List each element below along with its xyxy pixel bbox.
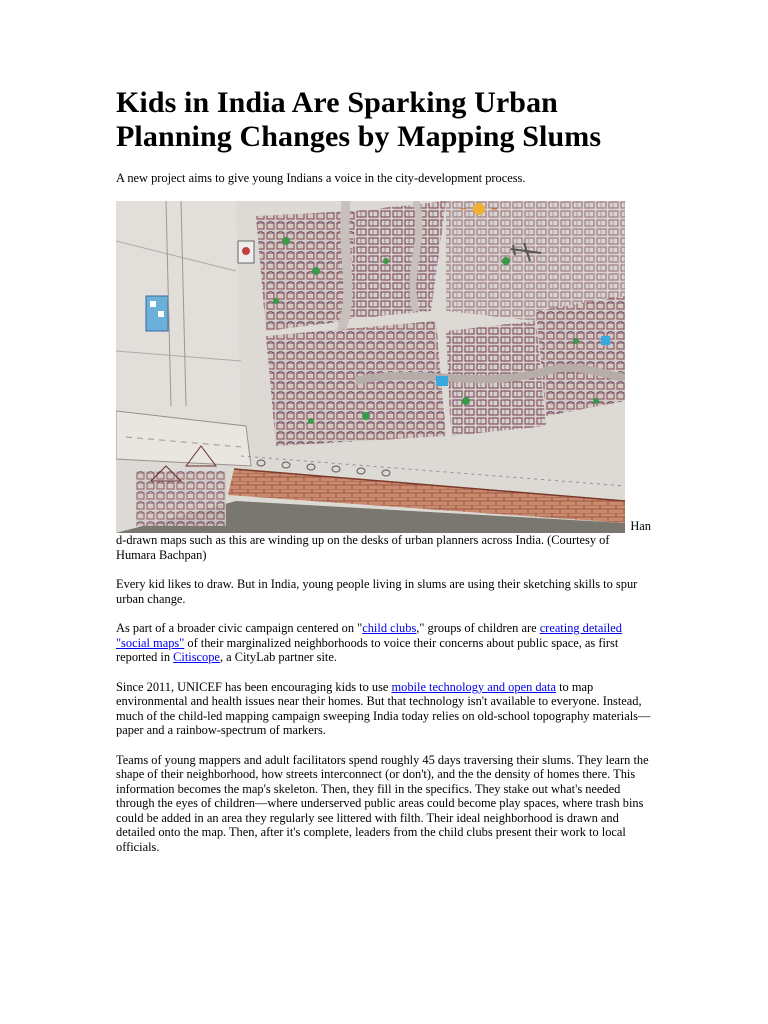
paragraph-3-text-2: to map environmental and health issues near their homes. But that technology isn't available to everyone. Instead, much of the child-led mapping campaign sweeping India today relies on old-school topography materials—paper and a rainbow-spectrum of markers. — [116, 679, 651, 737]
paragraph-2 — [116, 621, 651, 665]
paragraph-4: Teams of young mappers and adult facilitators spend roughly 45 days traversing their slums. They learn the shape of their neighborhood, how streets interconnect (or don't), and the the density of homes there. This information becomes the map's skeleton. Then, they fill in the specifics. They stake out what's needed through the eyes of children—where underserved public areas could become play spaces, where trash bins could be added in an area they regularly see littered with filth. Their ideal neighborhood is drawn and detailed onto the map. Then, after it's complete, leaders from the child clubs present their work to local officials. — [116, 752, 649, 854]
citiscope-link[interactable]: Citiscope — [173, 650, 220, 664]
article-subtitle: A new project aims to give young Indians a voice in the city-development process. — [116, 171, 526, 185]
paragraph-3-text-1: Since 2011, UNICEF has been encouraging kids to use — [116, 679, 392, 694]
paragraph-2-text-2: ," groups of children are — [416, 621, 540, 635]
paragraph-1: Every kid likes to draw. But in India, young people living in slums are using their sketching skills to spur urban change. — [116, 577, 638, 606]
child-clubs-link[interactable]: child clubs — [362, 621, 417, 635]
paragraph-2-text-3: of their marginalized neighborhoods to voice their concerns about public space, as first reported in — [116, 635, 619, 664]
paragraph-2-text-4: , a CityLab partner site. — [219, 650, 337, 664]
article — [116, 86, 651, 854]
article-title: Kids in India Are Sparking Urban Planning Changes by Mapping Slums — [116, 86, 602, 153]
social-maps-link[interactable]: creating detailed "social maps" — [116, 621, 622, 650]
mobile-technology-link[interactable]: mobile technology and open data — [391, 679, 557, 694]
article-image — [116, 201, 651, 533]
hand-drawn-map-photo — [116, 201, 625, 533]
caption-text: d-drawn maps such as this are winding up on the desks of urban planners across India. (Courtesy of Humara Bachpan) — [116, 533, 610, 562]
caption-lead: Han — [630, 518, 651, 533]
paragraph-3 — [116, 680, 651, 738]
paragraph-2-text-1: As part of a broader civic campaign centered on " — [116, 621, 363, 635]
